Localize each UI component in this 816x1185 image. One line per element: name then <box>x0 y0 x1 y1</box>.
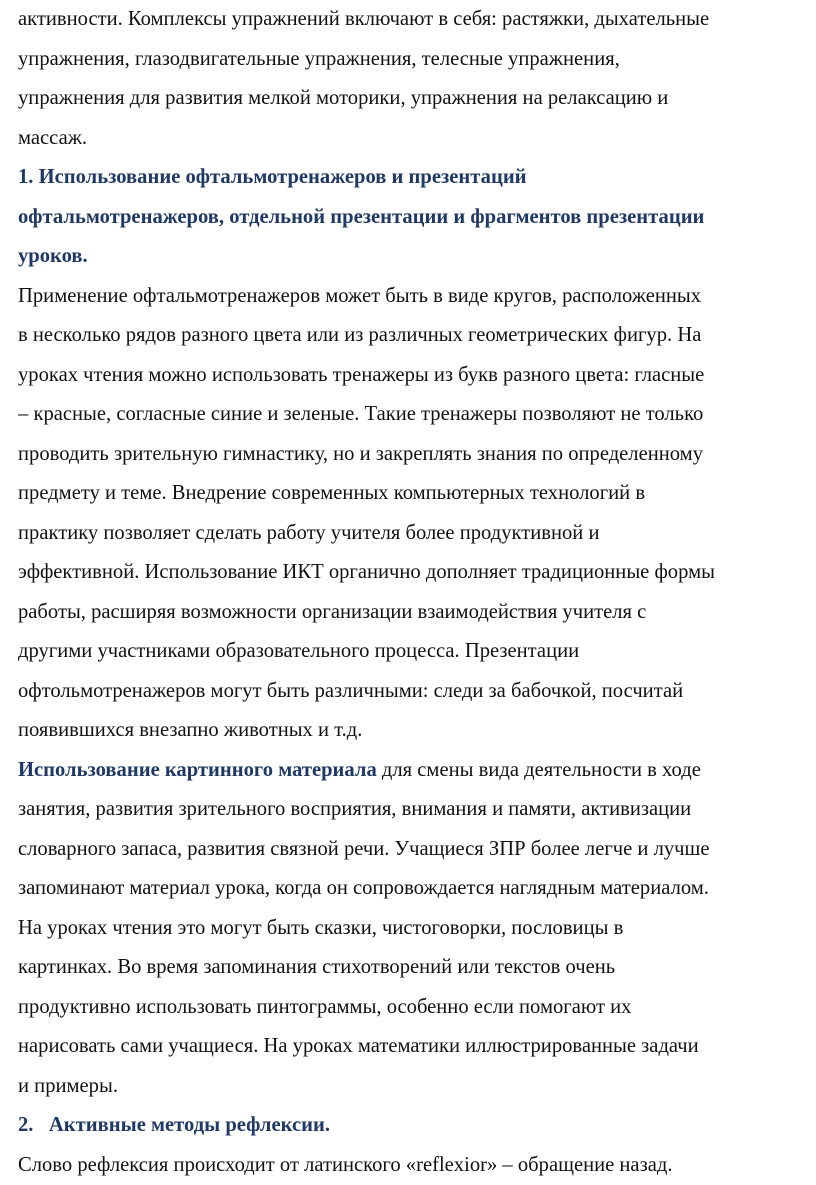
section-number: 1. <box>18 166 33 188</box>
text-line: офтольмотренажеров могут быть различными: следи за бабочкой, посчитай <box>18 672 808 712</box>
heading-line: офтальмотренажеров, отдельной презентации и фрагментов презентации <box>18 198 808 238</box>
text-line: – красные, согласные синие и зеленые. Такие тренажеры позволяют не только <box>18 395 808 435</box>
text-line: занятия, развития зрительного восприятия, внимания и памяти, активизации <box>18 790 808 830</box>
text-line: уроках чтения можно использовать тренажеры из букв разного цвета: гласные <box>18 356 808 396</box>
heading-line <box>18 1106 808 1146</box>
text-line: запоминают материал урока, когда он сопровождается наглядным материалом. <box>18 869 808 909</box>
text-line: в несколько рядов разного цвета или из различных геометрических фигур. На <box>18 316 808 356</box>
text-line: нарисовать сами учащиеся. На уроках математики иллюстрированные задачи <box>18 1027 808 1067</box>
heading-text: Активные методы рефлексии. <box>49 1114 330 1136</box>
text-line: проводить зрительную гимнастику, но и закреплять знания по определенному <box>18 435 808 475</box>
document-page <box>18 0 808 1185</box>
paragraph-ophthalmo <box>18 277 808 751</box>
paragraph-pictures <box>18 751 808 1107</box>
text-line: активности. Комплексы упражнений включают в себя: растяжки, дыхательные <box>18 0 808 40</box>
text-line: словарного запаса, развития связной речи. Учащиеся ЗПР более легче и лучше <box>18 830 808 870</box>
text-line: практику позволяет сделать работу учителя более продуктивной и <box>18 514 808 554</box>
text-line: Слово рефлексия происходит от латинского «reflexior» – обращение назад. <box>18 1146 808 1185</box>
text-line: упражнения, глазодвигательные упражнения, телесные упражнения, <box>18 40 808 80</box>
paragraph-intro <box>18 0 808 158</box>
text-line: упражнения для развития мелкой моторики, упражнения на релаксацию и <box>18 79 808 119</box>
text-line: и примеры. <box>18 1067 808 1107</box>
section-number: 2. <box>18 1114 33 1136</box>
text-line: предмету и теме. Внедрение современных компьютерных технологий в <box>18 474 808 514</box>
text-line: эффективной. Использование ИКТ органично дополняет традиционные формы <box>18 553 808 593</box>
text-line: массаж. <box>18 119 808 159</box>
lead-continuation: для смены вида деятельности в ходе <box>377 759 701 781</box>
heading-line: уроков. <box>18 237 808 277</box>
section-heading-2 <box>18 1106 808 1146</box>
paragraph-reflection <box>18 1146 808 1185</box>
lead-phrase: Использование картинного материала <box>18 759 377 781</box>
text-line: появившихся внезапно животных и т.д. <box>18 711 808 751</box>
heading-line <box>18 158 808 198</box>
section-heading-1 <box>18 158 808 277</box>
text-line: картинках. Во время запоминания стихотворений или текстов очень <box>18 948 808 988</box>
text-line: Применение офтальмотренажеров может быть в виде кругов, расположенных <box>18 277 808 317</box>
text-line: работы, расширяя возможности организации взаимодействия учителя с <box>18 593 808 633</box>
text-line: На уроках чтения это могут быть сказки, чистоговорки, пословицы в <box>18 909 808 949</box>
heading-text: Использование офтальмотренажеров и презентаций <box>39 166 527 188</box>
text-line: другими участниками образовательного процесса. Презентации <box>18 632 808 672</box>
text-line <box>18 751 808 791</box>
text-line: продуктивно использовать пинтограммы, особенно если помогают их <box>18 988 808 1028</box>
